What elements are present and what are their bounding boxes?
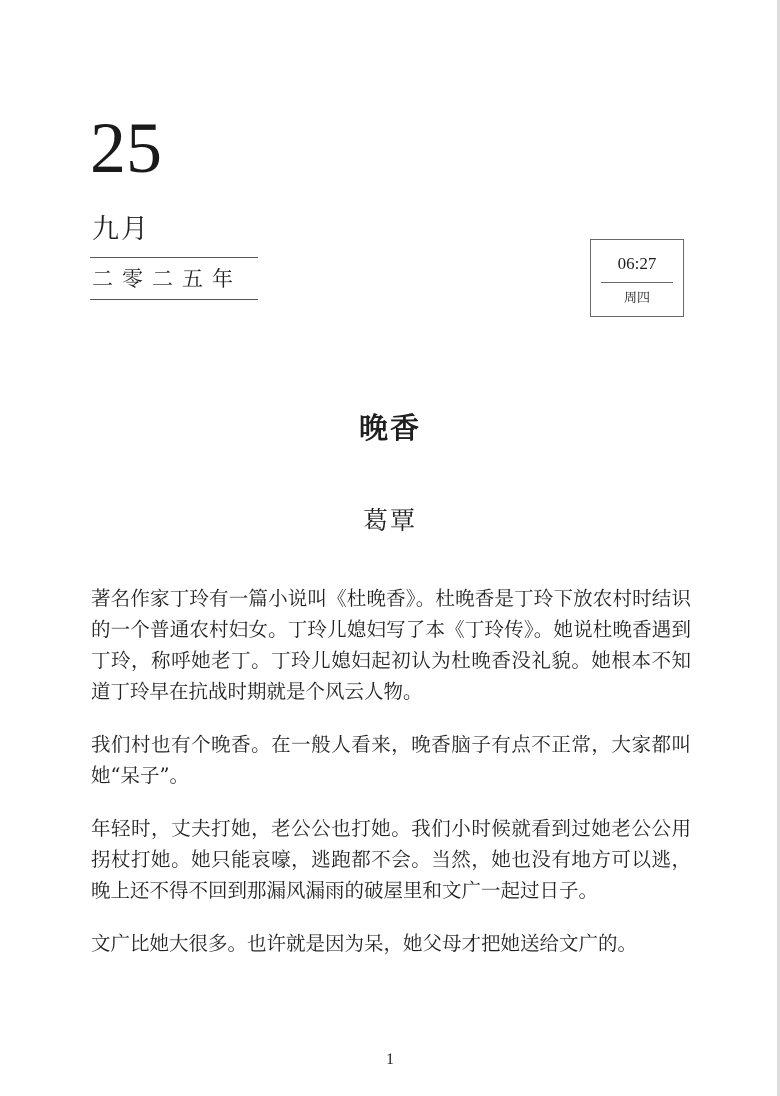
date-month: 九月 bbox=[92, 214, 150, 245]
page-number: 1 bbox=[386, 1051, 394, 1068]
article-paragraph: 著名作家丁玲有一篇小说叫《杜晚香》。杜晚香是丁玲下放农村时结识的一个普通农村妇女。丁玲儿媳妇写了本《丁玲传》。她说杜晚香遇到丁玲，称呼她老丁。丁玲儿媳妇起初认为杜晚香没礼貌。她根本不知道丁玲早在抗战时期就是个风云人物。 bbox=[91, 587, 691, 703]
date-divider-top bbox=[90, 257, 258, 258]
date-day: 25 bbox=[90, 108, 162, 188]
clock-time: 06:27 bbox=[617, 254, 657, 273]
article-paragraph: 我们村也有个晚香。在一般人看来，晚香脑子有点不正常，大家都叫她“呆子”。 bbox=[91, 733, 691, 787]
clock-weekday: 周四 bbox=[623, 291, 650, 306]
article-title: 晚香 bbox=[358, 411, 421, 445]
clock-divider bbox=[601, 282, 673, 283]
article-body bbox=[91, 583, 691, 981]
date-year: 二零二五年 bbox=[92, 267, 242, 291]
article-author: 葛覃 bbox=[362, 506, 417, 535]
date-divider-bottom bbox=[90, 299, 258, 300]
article-paragraph: 年轻时，丈夫打她，老公公也打她。我们小时候就看到过她老公公用拐杖打她。她只能哀嚎，逃跑都不会。当然，她也没有地方可以逃，晚上还不得不回到那漏风漏雨的破屋里和文广一起过日子。 bbox=[91, 817, 691, 902]
article-paragraph: 文广比她大很多。也许就是因为呆，她父母才把她送给文广的。 bbox=[91, 932, 638, 955]
clock-box bbox=[590, 239, 684, 317]
